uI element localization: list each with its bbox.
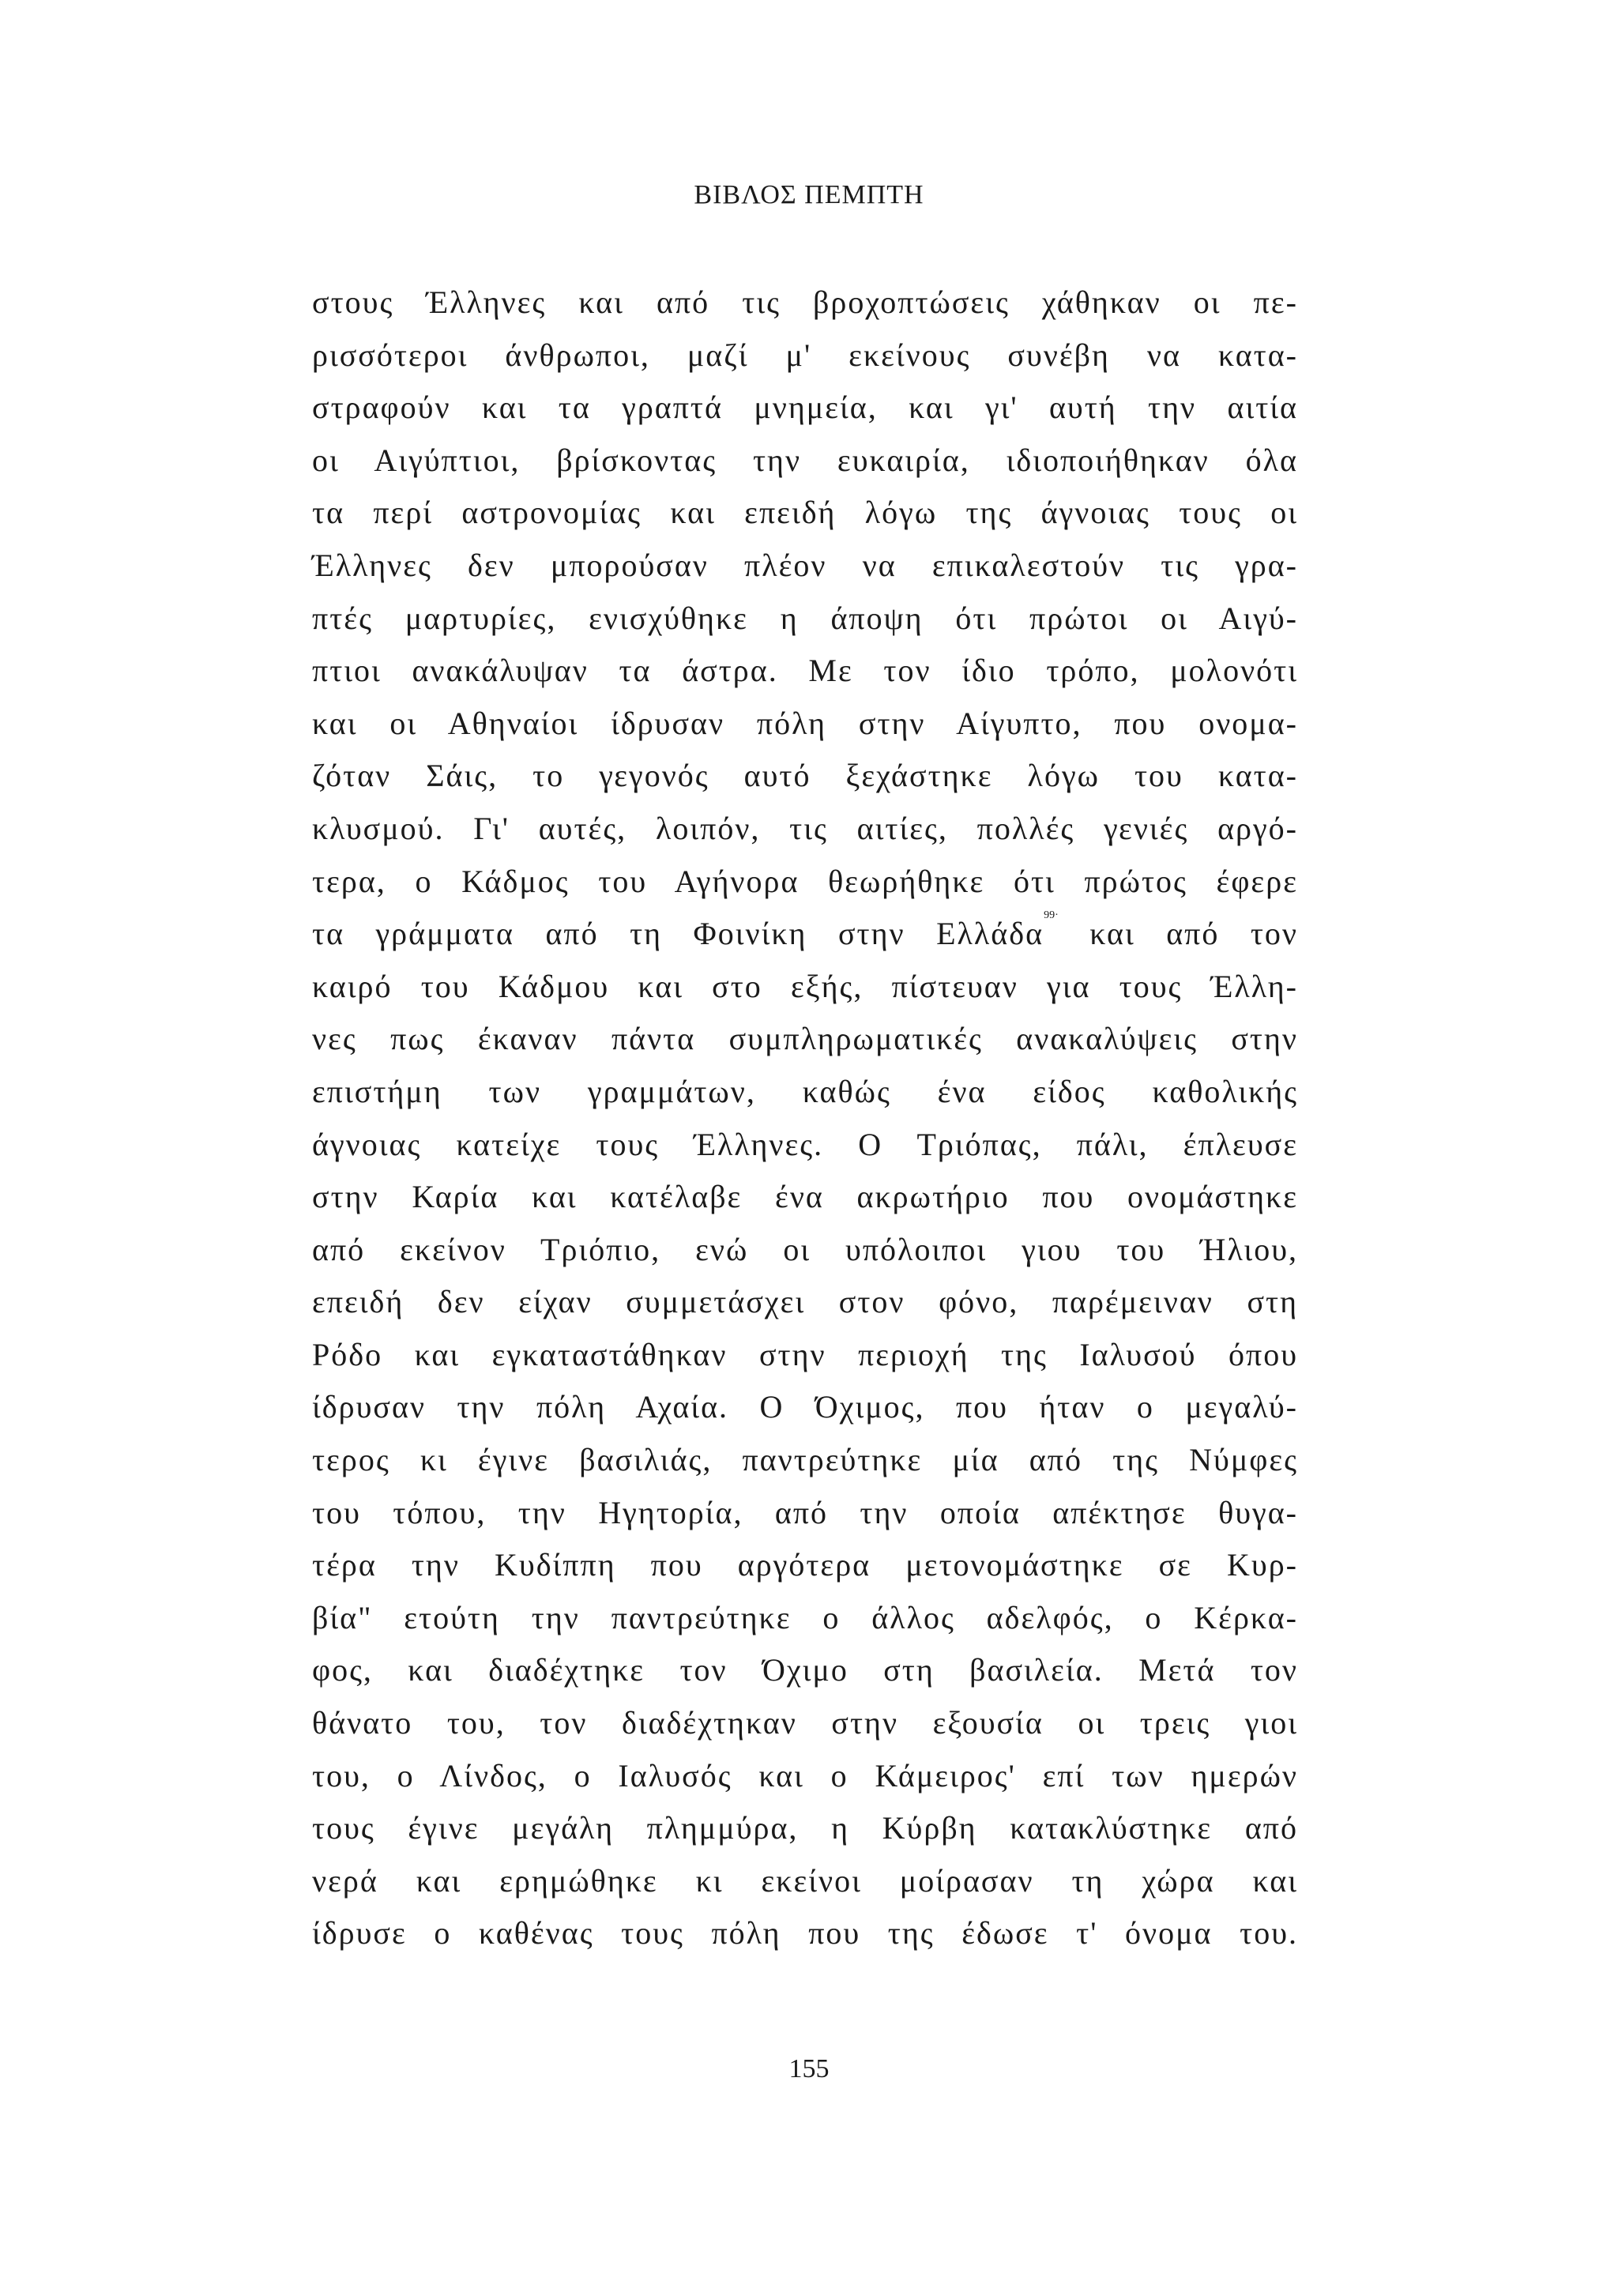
footnote-marker: 99· bbox=[1044, 909, 1059, 922]
text-line: του, ο Λίνδος, ο Ιαλυσός και ο Κάμειρος' επί των ημερών bbox=[312, 1757, 1298, 1794]
text-line: του τόπου, την Ηγητορία, από την οποία απέκτησε θυγα- bbox=[312, 1494, 1298, 1530]
text-line: τέρα την Κυδίππη που αργότερα μετονομάστηκε σε Κυρ- bbox=[312, 1547, 1298, 1583]
page-number: 155 bbox=[788, 2054, 830, 2083]
text-line: κλυσμού. Γι' αυτές, λοιπόν, τις αιτίες, πολλές γενιές αργό- bbox=[312, 810, 1298, 846]
text-line: τους έγινε μεγάλη πλημμύρα, η Κύρβη κατακλύστηκε από bbox=[312, 1810, 1298, 1846]
text-line: ίδρυσαν την πόλη Αχαία. Ο Όχιμος, που ήταν ο μεγαλύ- bbox=[312, 1389, 1298, 1425]
text-segment: τα γράμματα από τη Φοινίκη στην Ελλάδα bbox=[312, 916, 1044, 952]
text-line: και οι Αθηναίοι ίδρυσαν πόλη στην Αίγυπτο, που ονομα- bbox=[312, 705, 1298, 741]
text-line: στραφούν και τα γραπτά μνημεία, και γι' αυτή την αιτία bbox=[312, 390, 1298, 426]
text-line: Έλληνες δεν μπορούσαν πλέον να επικαλεστούν τις γρα- bbox=[312, 547, 1298, 583]
text-line: νερά και ερημώθηκε κι εκείνοι μοίρασαν τη χώρα και bbox=[312, 1862, 1298, 1899]
text-line: τερος κι έγινε βασιλιάς, παντρεύτηκε μία από της Νύμφες bbox=[312, 1442, 1298, 1478]
text-line: ζόταν Σάις, το γεγονός αυτό ξεχάστηκε λόγω του κατα- bbox=[312, 758, 1298, 794]
text-line: επειδή δεν είχαν συμμετάσχει στον φόνο, παρέμειναν στη bbox=[312, 1284, 1298, 1320]
text-line: άγνοιας κατείχε τους Έλληνες. Ο Τριόπας, πάλι, έπλευσε bbox=[312, 1126, 1298, 1162]
text-line: οι Αιγύπτιοι, βρίσκοντας την ευκαιρία, ιδιοποιήθηκαν όλα bbox=[312, 442, 1298, 478]
running-header-title: ΒΙΒΛΟΣ ΠΕΜΠΤΗ bbox=[694, 180, 924, 209]
text-line: από εκείνον Τριόπιο, ενώ οι υπόλοιποι γιου του Ήλιου, bbox=[312, 1231, 1298, 1267]
text-line: στους Έλληνες και από τις βροχοπτώσεις χάθηκαν οι πε- bbox=[312, 284, 1298, 320]
text-line-with-footnote bbox=[312, 908, 1298, 961]
text-line: πτιοι ανακάλυψαν τα άστρα. Με τον ίδιο τρόπο, μολονότι bbox=[312, 653, 1298, 689]
text-line-last: ίδρυσε ο καθένας τους πόλη που της έδωσε τ' όνομα του. bbox=[312, 1915, 1298, 1952]
text-line: τα περί αστρονομίας και επειδή λόγω της άγνοιας τους οι bbox=[312, 495, 1298, 531]
text-line: επιστήμη των γραμμάτων, καθώς ένα είδος καθολικής bbox=[312, 1073, 1298, 1109]
text-line: καιρό του Κάδμου και στο εξής, πίστευαν για τους Έλλη- bbox=[312, 968, 1298, 1004]
text-line: ρισσότεροι άνθρωποι, μαζί μ' εκείνους συνέβη να κατα- bbox=[312, 337, 1298, 373]
text-line: στην Καρία και κατέλαβε ένα ακρωτήριο που ονομάστηκε bbox=[312, 1179, 1298, 1215]
text-line: νες πως έκαναν πάντα συμπληρωματικές ανακαλύψεις στην bbox=[312, 1021, 1298, 1057]
text-line: πτές μαρτυρίες, ενισχύθηκε η άποψη ότι πρώτοι οι Αιγύ- bbox=[312, 600, 1298, 636]
text-line: φος, και διαδέχτηκε τον Όχιμο στη βασιλεία. Μετά τον bbox=[312, 1652, 1298, 1688]
body-text-block bbox=[312, 277, 1298, 1960]
text-line: βία" ετούτη την παντρεύτηκε ο άλλος αδελφός, ο Κέρκα- bbox=[312, 1599, 1298, 1635]
text-line: τερα, ο Κάδμος του Αγήνορα θεωρήθηκε ότι πρώτος έφερε bbox=[312, 863, 1298, 899]
text-line: θάνατο του, τον διαδέχτηκαν στην εξουσία οι τρεις γιοι bbox=[312, 1705, 1298, 1741]
text-line: Ρόδο και εγκαταστάθηκαν στην περιοχή της Ιαλυσού όπου bbox=[312, 1336, 1298, 1372]
text-segment: και από τον bbox=[1058, 916, 1298, 952]
